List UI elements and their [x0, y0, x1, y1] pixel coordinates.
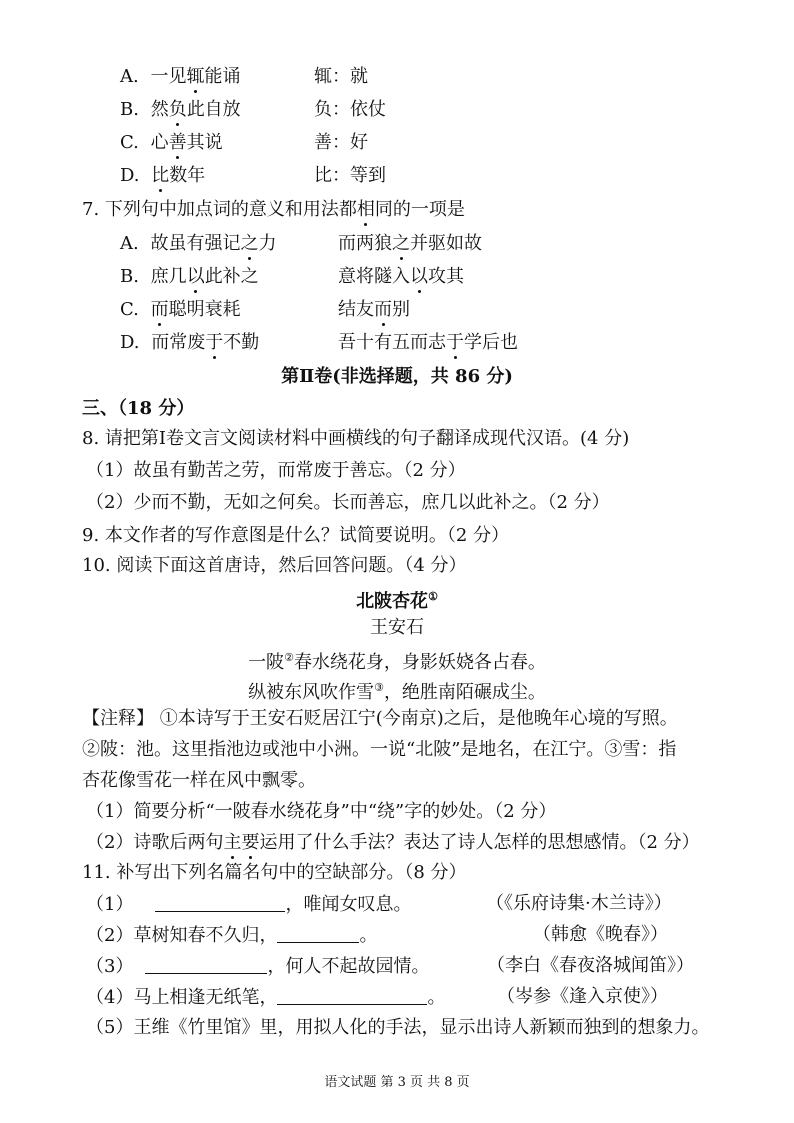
note-mark: ③ — [374, 681, 384, 694]
option-text: 意将隧入 — [338, 266, 410, 287]
answer-blank[interactable] — [277, 924, 359, 943]
option-text: 然 — [150, 99, 169, 120]
q6-gloss-c: 善：好 — [314, 132, 368, 153]
item-text: 。 — [427, 987, 446, 1008]
item-text: ，唯闻女叹息。 — [285, 894, 412, 915]
option-text: 庶几 — [150, 266, 187, 287]
page-footer: 语文试题 第 3 页 共 8 页 — [324, 1075, 470, 1090]
dotted-char: 比 — [151, 165, 170, 186]
option-text: 故虽有强记 — [150, 233, 241, 254]
dotted-char: 相 — [356, 199, 375, 220]
option-letter: B. — [120, 266, 139, 287]
option-text: 此补之 — [204, 266, 259, 287]
poem-title-text: 北陂杏花 — [356, 591, 429, 612]
answer-blank[interactable] — [145, 955, 267, 974]
option-text: 力 — [258, 233, 277, 254]
q10-sub-1: （1）简要分析“一陂春水绕花身”中“绕”字的妙处。（2 分） — [86, 801, 557, 822]
q6-gloss-d: 比：等到 — [314, 165, 386, 186]
option-text: 攻其 — [428, 266, 464, 287]
q11-item-3 — [86, 955, 429, 978]
option-letter: C. — [120, 299, 139, 320]
q6-option-d — [120, 165, 205, 187]
q10-sub-2 — [86, 832, 700, 854]
poem-line-1 — [0, 647, 794, 674]
q11-item-4 — [86, 986, 445, 1009]
dotted-char: 以 — [186, 266, 205, 287]
poem-text: 一陂 — [248, 652, 285, 673]
q11-item-2 — [86, 924, 377, 947]
option-text: 一见 — [150, 66, 187, 87]
option-text: 吾十有五而志 — [338, 332, 446, 353]
dotted-char: 以 — [410, 266, 428, 287]
q6-option-b — [120, 99, 241, 121]
q11-source-1: （《乐府诗集·木兰诗》） — [486, 893, 672, 914]
q8-sentence-2: （2）少而不勤，无如之何矣。长而善忘，庶几以此补之。（2 分） — [86, 492, 610, 513]
question-text: （2）诗歌后两句 — [86, 832, 224, 853]
option-letter: B. — [120, 99, 139, 120]
stem-text: 同的一项是 — [374, 199, 465, 220]
q10-stem: 10. 阅读下面这首唐诗，然后回答问题。（4 分） — [82, 555, 467, 576]
stem-text: 7. 下列句中加点词的意义和用法都 — [82, 199, 357, 220]
item-text: 。 — [359, 925, 378, 946]
q6-gloss-a: 辄：就 — [314, 66, 368, 87]
q7-option-a — [120, 233, 276, 255]
q11-source-3: （李白《春夜洛城闻笛》） — [487, 955, 694, 976]
dotted-char: 要 — [241, 832, 260, 853]
q11-item-1 — [86, 893, 411, 916]
dotted-char: 于 — [205, 332, 224, 353]
q7-option-b — [120, 266, 259, 288]
option-text: 并驱如故 — [410, 233, 482, 254]
item-number: （2） — [86, 925, 134, 946]
option-text: 学后也 — [464, 332, 518, 353]
poem-text: 春水绕花身，身影妖娆各占春。 — [293, 652, 546, 673]
option-text: 能诵 — [204, 66, 241, 87]
item-text: 马上相逢无纸笔， — [133, 987, 278, 1008]
option-text: 结友 — [338, 299, 374, 320]
dotted-char: 而 — [374, 299, 392, 320]
note-mark: ② — [284, 651, 294, 664]
dotted-char: 而 — [150, 299, 169, 320]
q9-stem: 9. 本文作者的写作意图是什么？试简要说明。（2 分） — [82, 525, 510, 546]
option-letter: C. — [120, 132, 139, 153]
option-text: 其说 — [186, 132, 223, 153]
dotted-char: 辄 — [186, 66, 205, 87]
q6-option-a — [120, 66, 240, 88]
q11-source-4: （岑参《逢入京使》） — [497, 986, 668, 1007]
poem-text: ，绝胜南陌碾成尘。 — [383, 682, 546, 703]
q7-stem — [82, 199, 465, 221]
dotted-char: 主 — [223, 832, 242, 853]
dotted-char: 之 — [240, 233, 259, 254]
option-text: 数年 — [169, 165, 206, 186]
q7-option-c — [120, 299, 241, 321]
poem-title — [0, 586, 794, 613]
option-letter: A. — [120, 233, 139, 254]
q7-option-d-right — [338, 332, 518, 354]
dotted-char: 善 — [168, 132, 187, 153]
poem-note-2: ②陂：池。这里指池边或池中小洲。一说“北陂”是地名，在江宁。③雪：指 — [82, 739, 677, 760]
option-text: 此自放 — [186, 99, 241, 120]
poem-text: 纵被东风吹作雪 — [248, 682, 375, 703]
dotted-char: 之 — [392, 233, 410, 254]
q7-option-d — [120, 332, 259, 354]
q7-option-c-right — [338, 299, 410, 321]
item-number: （1） — [86, 894, 134, 915]
poem-line-2 — [0, 677, 794, 704]
option-letter: D. — [120, 165, 140, 186]
q6-option-c — [120, 132, 223, 154]
answer-blank[interactable] — [277, 986, 427, 1005]
q8-stem: 8. 请把第Ⅰ卷文言文阅读材料中画横线的句子翻译成现代汉语。(4 分) — [82, 428, 630, 449]
q11-source-2: （韩愈《晚春》） — [533, 924, 668, 945]
answer-blank[interactable] — [155, 893, 285, 912]
volume-title: 第Ⅱ卷(非选择题，共 86 分) — [281, 366, 513, 387]
poem-note-1: 【注释】 ①本诗写于王安石贬居江宁(今南京)之后，是他晚年心境的写照。 — [82, 708, 678, 729]
q11-stem: 11. 补写出下列名篇名句中的空缺部分。（8 分） — [82, 862, 467, 883]
option-text: 心 — [150, 132, 169, 153]
item-text: 草树知春不久归， — [133, 925, 278, 946]
option-letter: A. — [120, 66, 139, 87]
note-mark: ① — [428, 590, 438, 603]
option-text: 别 — [392, 299, 410, 320]
q11-item-5: （5）王维《竹里馆》里，用拟人化的手法，显示出诗人新颖而独到的想象力。 — [86, 1017, 710, 1038]
section-heading: 三、（18 分） — [82, 398, 195, 419]
dotted-char: 负 — [168, 99, 187, 120]
item-number: （4） — [86, 987, 134, 1008]
poem-author: 王安石 — [370, 617, 424, 638]
q8-sentence-1: （1）故虽有勤苦之劳，而常废于善忘。（2 分） — [86, 460, 466, 481]
dotted-char: 于 — [446, 332, 464, 353]
option-letter: D. — [120, 332, 140, 353]
q6-gloss-b: 负：依仗 — [314, 99, 386, 120]
option-text: 不勤 — [223, 332, 260, 353]
option-text: 而常废 — [151, 332, 206, 353]
item-text: ，何人不起故园情。 — [267, 956, 430, 977]
option-text: 聪明衰耗 — [168, 299, 241, 320]
option-text: 而两狼 — [338, 233, 392, 254]
item-number: （3） — [86, 956, 134, 977]
q7-option-a-right — [338, 233, 482, 255]
q7-option-b-right — [338, 266, 464, 288]
question-text: 运用了什么手法？表达了诗人怎样的思想感情。（2 分） — [259, 832, 700, 853]
poem-note-3: 杏花像雪花一样在风中飘零。 — [82, 770, 316, 791]
